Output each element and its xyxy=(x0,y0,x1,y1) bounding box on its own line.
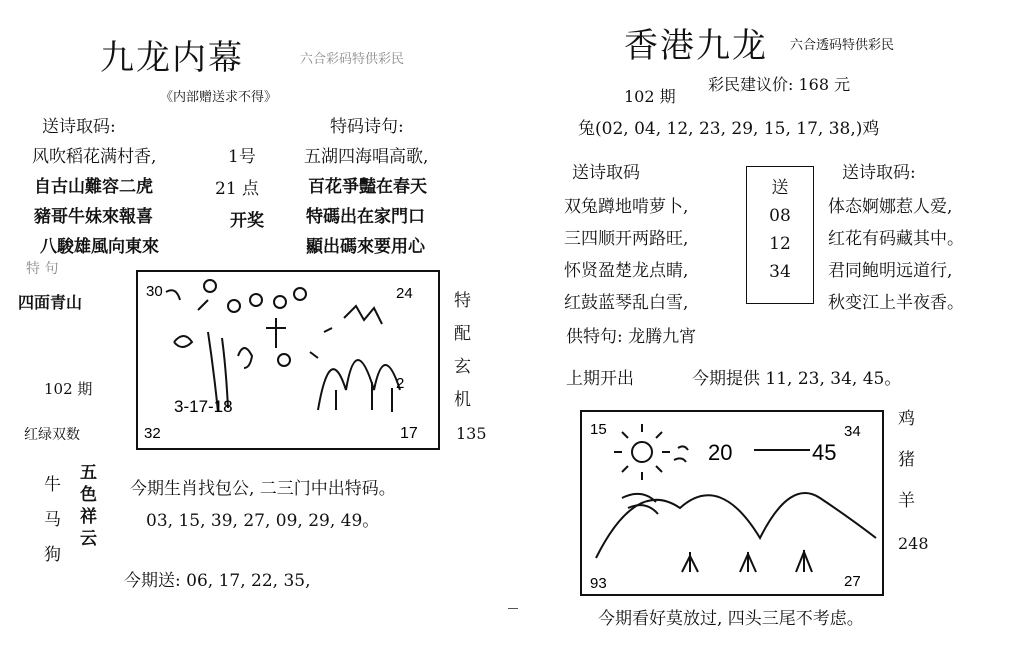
left-line1: 今期生肖找包公, 二三门中出特码。 xyxy=(130,479,396,499)
left-title: 九龙内幕 xyxy=(100,38,244,78)
right-send-num: 34 xyxy=(769,262,791,282)
right-this-label: 今期提供 11, 23, 34, 45。 xyxy=(692,369,902,389)
right-poem-header-b: 送诗取码: xyxy=(842,163,916,183)
left-sketch-label: 24 xyxy=(396,285,413,302)
left-poem-a-line: 自古山難容二虎 xyxy=(34,177,153,197)
left-zodiac: 牛 xyxy=(44,475,61,495)
left-side-char: 配 xyxy=(454,324,471,344)
right-poem-b-line: 红花有码藏其中。 xyxy=(828,229,964,249)
left-zodiac: 马 xyxy=(44,510,61,530)
left-side-char: 机 xyxy=(454,390,471,410)
left-sketch-label: 2 xyxy=(396,375,405,392)
left-wuse: 祥 xyxy=(80,507,97,527)
right-title-note: 六合透码特供彩民 xyxy=(790,38,895,53)
left-wuse: 五 xyxy=(80,463,97,483)
right-send-box xyxy=(746,166,814,304)
right-last-label: 上期开出 xyxy=(566,369,634,389)
right-footer: 今期看好莫放过, 四头三尾不考虑。 xyxy=(598,609,864,629)
right-send-num: 08 xyxy=(769,206,791,226)
right-range: 兔(02, 04, 12, 23, 29, 15, 17, 38,)鸡 xyxy=(578,119,880,139)
right-sketch-label: 20 xyxy=(708,440,733,465)
left-sketch-drawing xyxy=(138,272,438,448)
left-side-column xyxy=(454,286,471,410)
right-sketch-label: 15 xyxy=(590,421,607,438)
right-poem-b-line: 秋变江上半夜香。 xyxy=(828,293,964,313)
left-poem-a-line: 豬哥牛妹來報喜 xyxy=(34,207,153,227)
left-mid-2: 21 点 xyxy=(215,179,260,199)
left-sketch-label: 3-17-18 xyxy=(174,397,233,416)
right-side-num: 248 xyxy=(898,534,929,553)
divider-mark xyxy=(508,608,518,609)
left-zodiac-column xyxy=(44,470,61,565)
right-poem-a-line: 三四顺开两路旺, xyxy=(564,229,689,249)
right-sketch-box xyxy=(580,410,884,596)
left-wuse: 色 xyxy=(80,485,97,505)
right-title: 香港九龙 xyxy=(624,26,768,66)
right-issue: 102 期 xyxy=(624,87,676,106)
right-side-char: 羊 xyxy=(898,491,915,511)
left-title-note: 六合彩码特供彩民 xyxy=(300,52,405,67)
right-price: 彩民建议价: 168 元 xyxy=(708,75,851,94)
left-poem-b-line: 百花爭豔在春天 xyxy=(308,177,427,197)
right-side-column xyxy=(898,404,915,511)
left-sketch-box xyxy=(136,270,440,450)
left-poem-header-a: 送诗取码: xyxy=(42,117,116,137)
right-send-label: 送 xyxy=(771,178,789,198)
left-send: 今期送: 06, 17, 22, 35, xyxy=(124,571,311,591)
left-tejv-label: 特 句 xyxy=(26,261,59,277)
right-poem-a-line: 怀贤盈楚龙点睛, xyxy=(564,261,689,281)
right-sketch-label: 27 xyxy=(844,573,861,590)
left-side-num: 135 xyxy=(456,424,487,443)
right-poem-header-a: 送诗取码 xyxy=(572,163,640,183)
left-line2: 03, 15, 39, 27, 09, 29, 49。 xyxy=(146,511,380,531)
left-side-char: 特 xyxy=(454,291,471,311)
left-mid-1: 1号 xyxy=(228,147,256,167)
right-side-char: 鸡 xyxy=(898,409,915,429)
left-sketch-label: 32 xyxy=(144,425,161,442)
left-poem-a-line: 八駿雄風向東來 xyxy=(40,237,159,257)
left-poem-a-line: 风吹稻花满村香, xyxy=(32,147,157,167)
right-sketch-label: 93 xyxy=(590,575,607,592)
left-poem-b-line: 五湖四海唱高歌, xyxy=(304,147,429,167)
left-issue: 102 期 xyxy=(44,380,93,398)
right-special: 供特句: 龙腾九宵 xyxy=(566,327,697,347)
left-wuse: 云 xyxy=(80,529,97,549)
right-send-num: 12 xyxy=(769,234,791,254)
right-poem-a-line: 红鼓蓝琴乱白雪, xyxy=(564,293,689,313)
left-mid-3: 开奖 xyxy=(230,211,264,231)
right-side-char: 猪 xyxy=(898,450,915,470)
right-poem-b-line: 体态婀娜惹人爱, xyxy=(828,197,953,217)
left-sketch-label: 30 xyxy=(146,283,163,300)
left-subtitle: 《内部赠送求不得》 xyxy=(160,90,278,105)
left-zodiac: 狗 xyxy=(44,545,61,565)
left-wuse-column xyxy=(80,462,97,550)
left-poem-b-line: 特碼出在家門口 xyxy=(306,207,425,227)
left-poem-b-line: 顯出碼來要用心 xyxy=(306,237,425,257)
left-poem-header-b: 特码诗句: xyxy=(330,117,404,137)
left-issue-note: 红绿双数 xyxy=(24,427,80,443)
right-sketch-label: 34 xyxy=(844,423,861,440)
left-side-char: 玄 xyxy=(454,357,471,377)
left-sketch-label: 17 xyxy=(400,425,418,442)
left-tejv: 四面青山 xyxy=(18,293,83,312)
right-poem-a-line: 双兔蹲地啃萝卜, xyxy=(564,197,689,217)
right-sketch-drawing xyxy=(582,412,882,594)
right-poem-b-line: 君同鲍明远道行, xyxy=(828,261,953,281)
right-sketch-label: 45 xyxy=(812,440,837,465)
